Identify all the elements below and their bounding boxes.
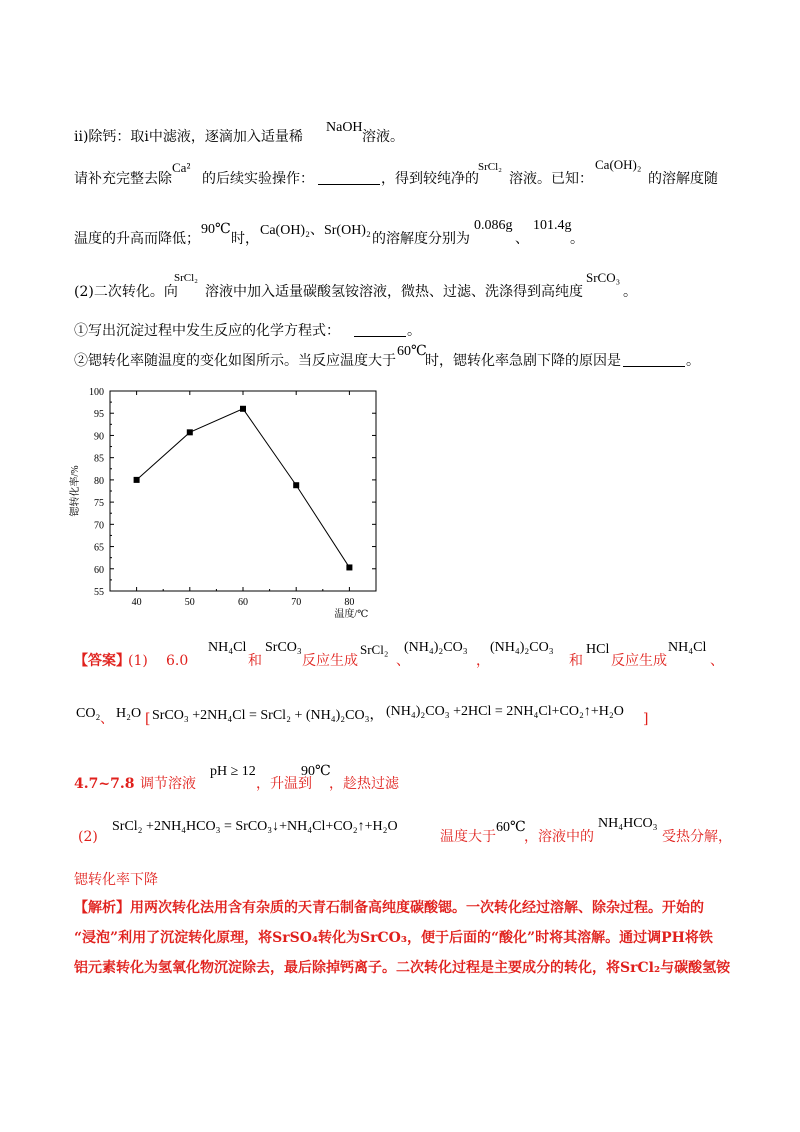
text: 时， bbox=[231, 231, 259, 247]
temp-60: 60℃ bbox=[496, 820, 526, 835]
data-point bbox=[346, 564, 352, 570]
text: 溶液中加入适量碳酸氢铵溶液，微热、过滤、洗涤得到高纯度 bbox=[205, 284, 583, 300]
text: 。 bbox=[570, 231, 584, 247]
x-tick-label: 70 bbox=[291, 597, 302, 608]
formula-nh4cl: NH₄Cl bbox=[208, 640, 247, 655]
text: 和 bbox=[569, 653, 583, 669]
data-point bbox=[293, 482, 299, 488]
chart-points bbox=[134, 406, 353, 571]
text: ，溶液中的 bbox=[524, 829, 594, 845]
text: (2)二次转化。向 bbox=[74, 284, 178, 300]
text: 反应生成 bbox=[302, 653, 358, 669]
strontium-conversion-chart bbox=[66, 383, 396, 623]
text: 。 bbox=[686, 353, 700, 369]
text: 温度的升高而降低； bbox=[74, 231, 200, 247]
analysis-line-2: “浸泡”利用了沉淀转化原理，将SrSO₄转化为SrCO₃，便于后面的“酸化”时将其溶解。通过调PH将铁 bbox=[74, 930, 713, 946]
formula-ph: pH ≥ 12 bbox=[210, 764, 256, 779]
formula-naoh: NaOH bbox=[326, 120, 363, 135]
y-tick-label: 90 bbox=[94, 431, 104, 443]
value-1: 0.086g bbox=[474, 218, 513, 233]
text: ⅱ)除钙：取ⅰ中滤液，逐滴加入适量稀 bbox=[74, 129, 303, 145]
text: 溶液。已知： bbox=[509, 171, 593, 187]
text: 温度大于 bbox=[440, 829, 496, 845]
analysis-tag: 【解析】 bbox=[74, 900, 130, 916]
answer-range: 4.7~7.8 bbox=[74, 776, 135, 792]
answer-tag: 【答案】 bbox=[74, 653, 130, 669]
text: 、 bbox=[100, 711, 114, 727]
data-point bbox=[187, 429, 193, 435]
y-tick-label: 70 bbox=[94, 520, 104, 532]
temp-90: 90℃ bbox=[201, 222, 231, 237]
y-tick-label: 80 bbox=[94, 475, 104, 487]
x-axis-label: 温度/℃ bbox=[334, 609, 369, 620]
temp-60: 60℃ bbox=[397, 344, 427, 359]
formula-ca-ion: Ca² bbox=[172, 160, 191, 175]
formula-srcl2: SrCl₂ bbox=[360, 642, 389, 657]
text: 、 bbox=[396, 653, 410, 669]
y-tick-label: 95 bbox=[94, 409, 104, 421]
formula-srcl2: SrCl₂ bbox=[478, 161, 503, 173]
value-2: 101.4g bbox=[533, 218, 572, 233]
text: 锶转化率下降 bbox=[74, 872, 158, 888]
y-tick-label: 65 bbox=[94, 542, 104, 554]
answer-blank bbox=[623, 352, 685, 372]
series-line bbox=[137, 409, 350, 568]
text: 请补充完整去除 bbox=[74, 171, 172, 187]
text: 受热分解， bbox=[662, 829, 732, 845]
text: 。 bbox=[407, 323, 421, 339]
text: 溶液。 bbox=[362, 129, 404, 145]
formula-nh4hco3: NH₄HCO₃ bbox=[598, 816, 658, 831]
text: [ bbox=[145, 711, 151, 727]
y-tick-label: 100 bbox=[89, 387, 104, 398]
x-tick-label: 60 bbox=[238, 597, 248, 608]
data-point bbox=[240, 406, 246, 412]
chart-series-line bbox=[137, 409, 350, 568]
temp-90: 90℃ bbox=[301, 764, 331, 779]
formula-h2o: H₂O bbox=[116, 706, 142, 721]
y-tick-label: 75 bbox=[94, 498, 104, 510]
formula-srco3: SrCO₃ bbox=[586, 270, 621, 285]
text: ，得到较纯净的 bbox=[381, 171, 479, 187]
text: ，趁热过滤 bbox=[329, 776, 399, 792]
text: 和 bbox=[248, 653, 262, 669]
text: 调节溶液 bbox=[140, 776, 196, 792]
text: ] bbox=[643, 711, 649, 727]
answer-blank bbox=[354, 322, 406, 342]
answer-ph: 6.0 bbox=[166, 653, 189, 669]
formula-nh42co3: (NH₄)₂CO₃ bbox=[404, 640, 468, 655]
text: 的溶解度分别为 bbox=[372, 231, 470, 247]
analysis-line-3: 铝元素转化为氢氧化物沉淀除去，最后除掉钙离子。二次转化过程是主要成分的转化，将SrCl₂与碳酸氢铵 bbox=[74, 960, 731, 976]
equation-1: SrCO₃ +2NH₄Cl = SrCl₂ + (NH₄)₂CO₃， bbox=[152, 708, 384, 723]
formula-srco3: SrCO₃ bbox=[265, 640, 302, 655]
formula-hydroxides: Ca(OH)₂、Sr(OH)₂ bbox=[260, 223, 371, 238]
text: 的后续实验操作： bbox=[202, 171, 314, 187]
x-tick-label: 40 bbox=[131, 597, 142, 608]
data-point bbox=[134, 477, 140, 483]
x-tick-label: 50 bbox=[184, 597, 195, 608]
formula-nh42co3: (NH₄)₂CO₃ bbox=[490, 640, 554, 655]
text: 、 bbox=[515, 231, 529, 247]
analysis-line-1 bbox=[74, 899, 704, 917]
x-tick-label: 80 bbox=[344, 597, 355, 608]
plot-frame bbox=[110, 391, 376, 591]
text: 的溶解度随 bbox=[648, 171, 718, 187]
answer-blank bbox=[318, 170, 380, 190]
formula-co2: CO₂ bbox=[76, 706, 101, 721]
y-axis-label: 锶转化率/% bbox=[70, 465, 81, 517]
text: 、 bbox=[710, 653, 724, 669]
text: ①写出沉淀过程中发生反应的化学方程式： bbox=[74, 323, 340, 339]
formula-nh4cl: NH₄Cl bbox=[668, 640, 707, 655]
y-tick-label: 55 bbox=[94, 587, 104, 598]
text: (1) bbox=[128, 653, 148, 669]
text: 时，锶转化率急剧下降的原因是 bbox=[425, 353, 621, 369]
formula-caoh2: Ca(OH)₂ bbox=[595, 157, 642, 172]
y-tick-label: 60 bbox=[94, 564, 104, 576]
y-tick-label: 85 bbox=[94, 453, 104, 465]
formula-hcl: HCl bbox=[586, 642, 610, 657]
text: ②锶转化率随温度的变化如图所示。当反应温度大于 bbox=[74, 353, 396, 369]
text: ，升温到 bbox=[256, 776, 312, 792]
equation-3: SrCl₂ +2NH₄HCO₃ = SrCO₃↓+NH₄Cl+CO₂↑+H₂O bbox=[112, 819, 398, 834]
equation-2: (NH₄)₂CO₃ +2HCl = 2NH₄Cl+CO₂↑+H₂O bbox=[386, 704, 624, 719]
text: 反应生成 bbox=[611, 653, 667, 669]
question-ii-line bbox=[74, 128, 303, 146]
text: ， bbox=[476, 653, 490, 669]
text: (2) bbox=[78, 829, 98, 845]
chart-axes bbox=[68, 387, 376, 620]
analysis-text: 用两次转化法用含有杂质的天青石制备高纯度碳酸锶。一次转化经过溶解、除杂过程。开始的 bbox=[130, 900, 704, 916]
text: 。 bbox=[623, 284, 637, 300]
formula-srcl2: SrCl₂ bbox=[174, 272, 199, 284]
